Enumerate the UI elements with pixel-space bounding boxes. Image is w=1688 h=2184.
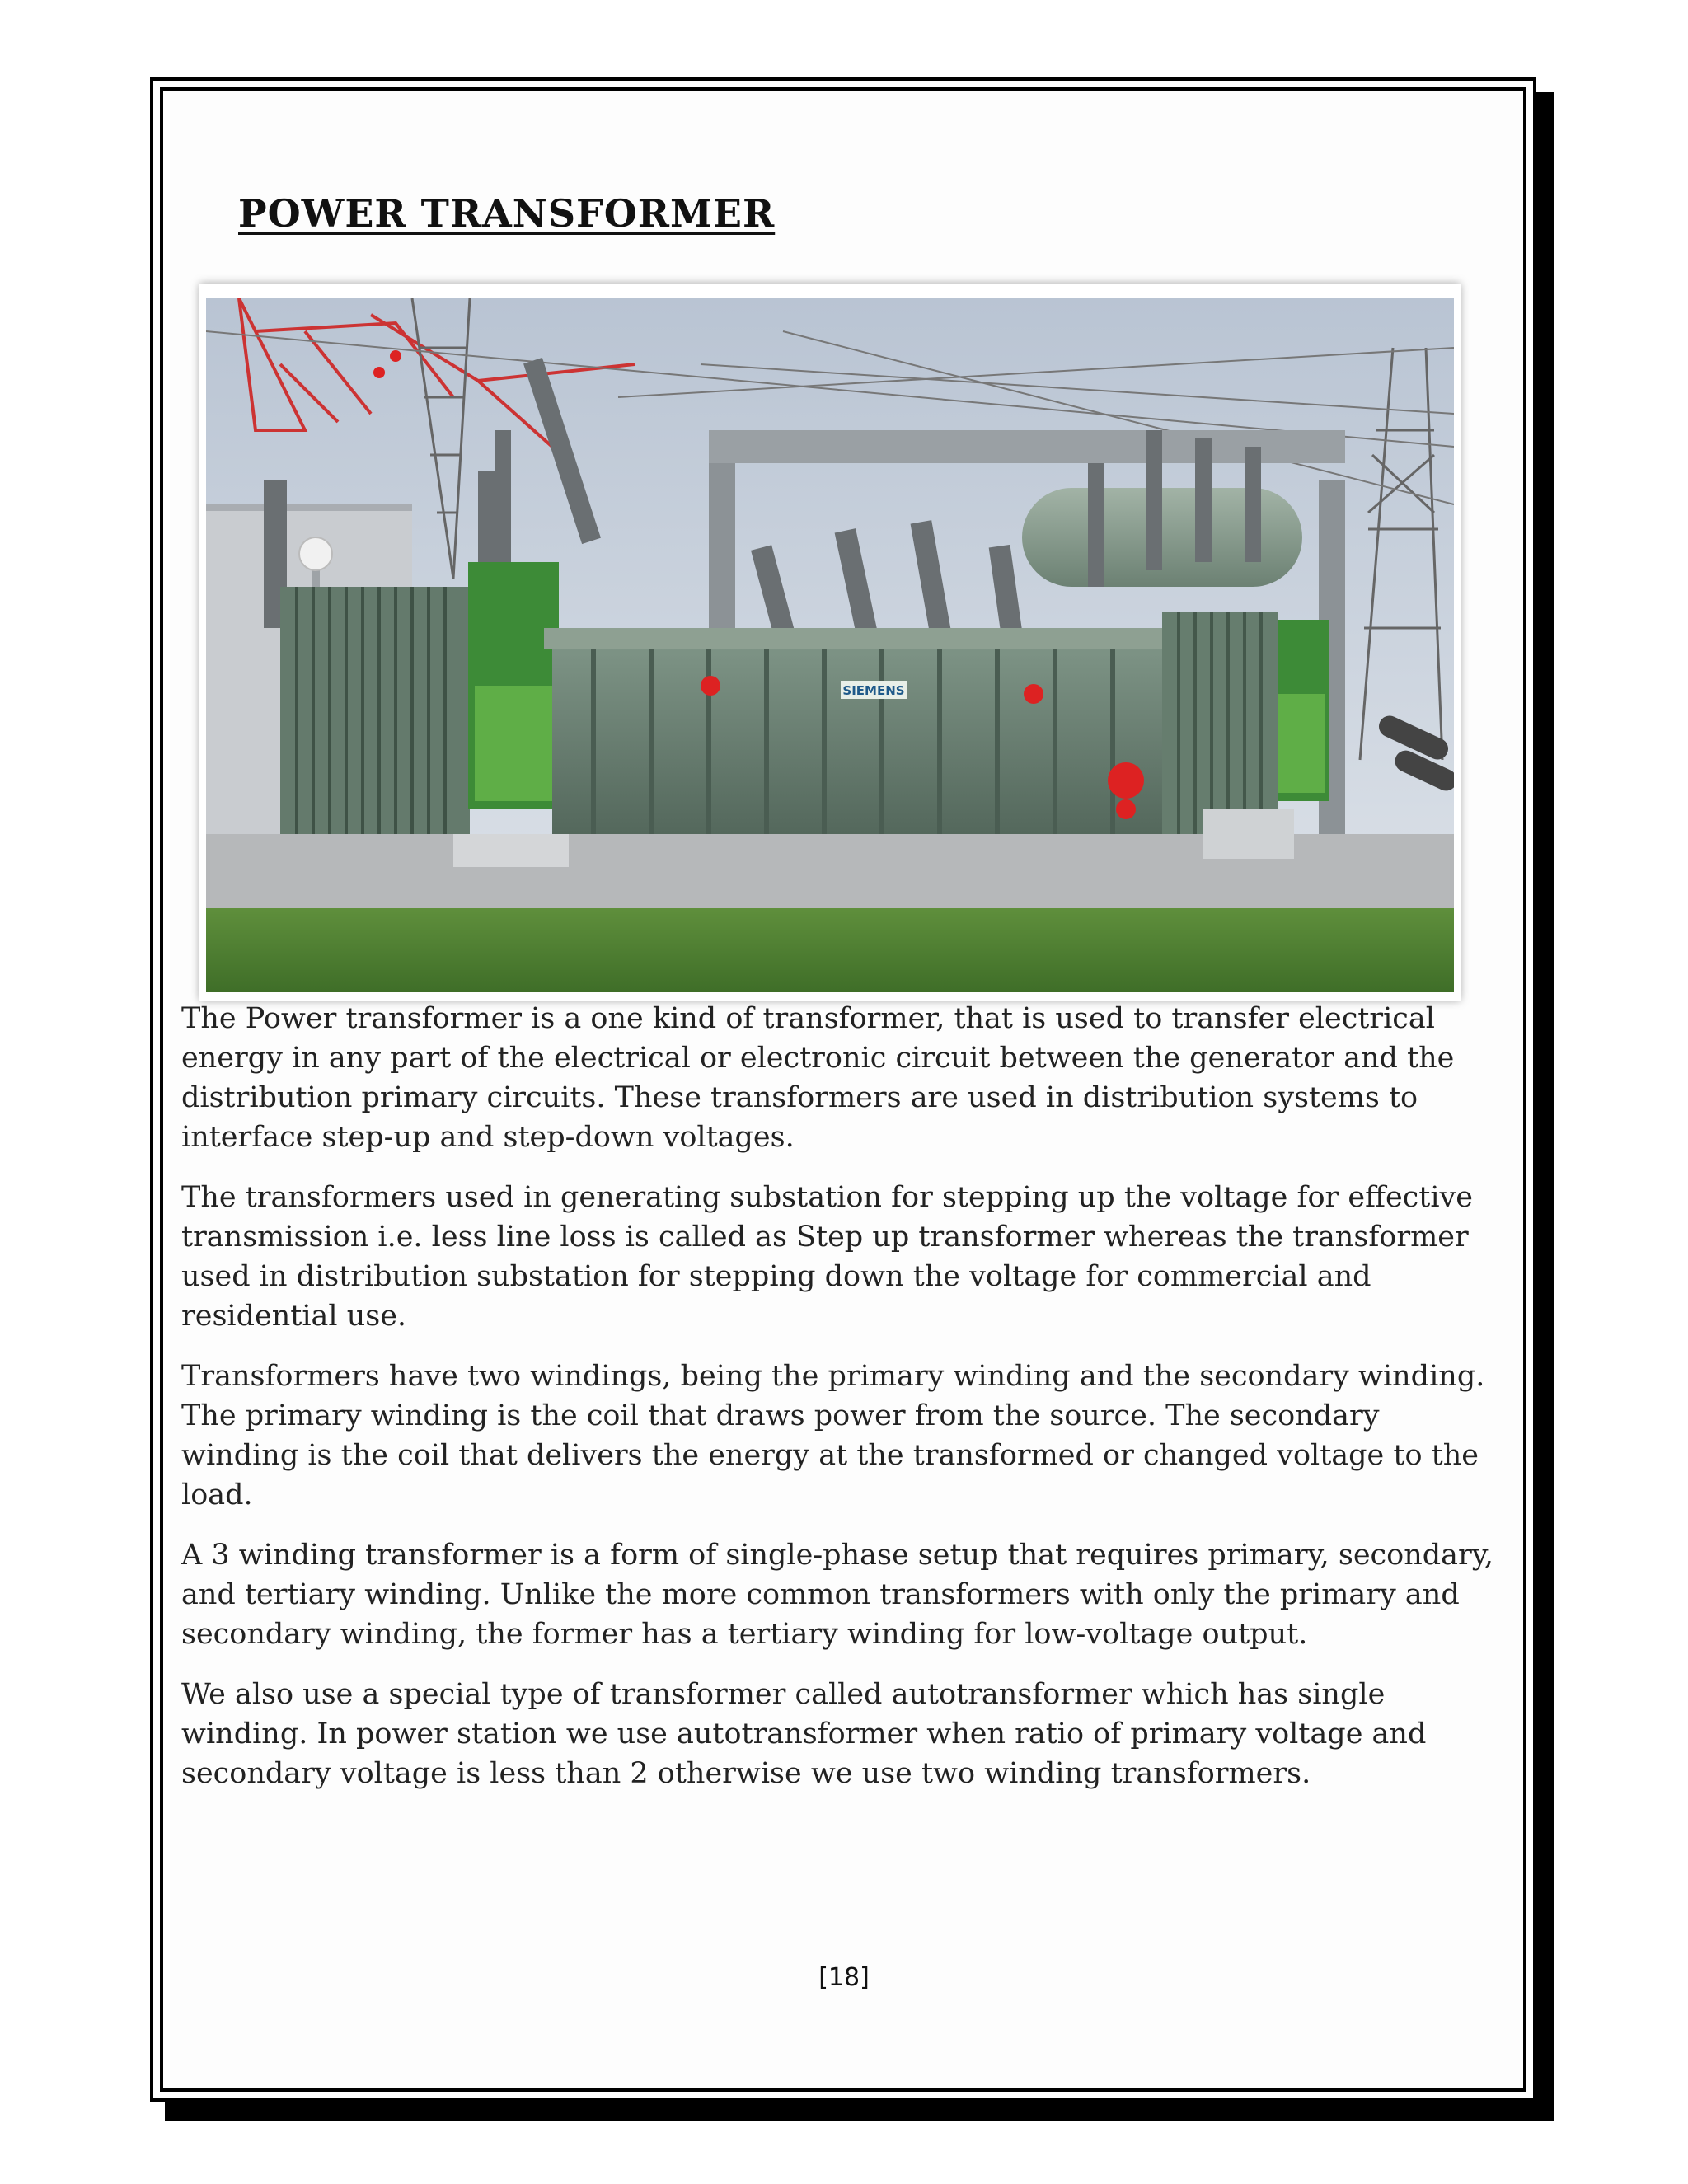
paragraph-three-winding: A 3 winding transformer is a form of single-phase setup that requires primary, secondary, and tertiary winding. Unlike the more common transformers with only the primary and secondary winding, the former has a tertiary winding for low-voltage output. [181,1539,1494,1651]
paragraph-step-up: The transformers used in generating substation for stepping up the voltage for effective transmission i.e. less line loss is called as Step up transformer whereas the transformer used in distribution substation for stepping down the voltage for commercial and residential use. [181,1181,1474,1333]
body-text [181,999,1500,1814]
transformer-photo [199,284,1461,1001]
paragraph-windings: Transformers have two windings, being the primary winding and the secondary winding. The primary winding is the coil that draws power from the source. The secondary winding is the coil that delivers the energy at the transformed or changed voltage to the load. [181,1360,1485,1511]
paragraph-autotransformer: We also use a special type of transformer called autotransformer which has single winding. In power station we use autotransformer when ratio of primary voltage and secondary voltage is less than 2 otherwise we use two winding transformers. [181,1678,1427,1790]
siemens-logo: SIEMENS [842,683,905,698]
page-title: POWER TRANSFORMER [238,191,776,236]
paragraph-intro: The Power transformer is a one kind of transformer, that is used to transfer electrical energy in any part of the electrical or electronic circuit between the generator and the distribution primary circuits. These transformers are used in distribution systems to interface step-up and step-down voltages. [181,1002,1455,1154]
page-number: [18] [818,1963,870,1992]
power-transformer-illustration [206,298,1454,992]
